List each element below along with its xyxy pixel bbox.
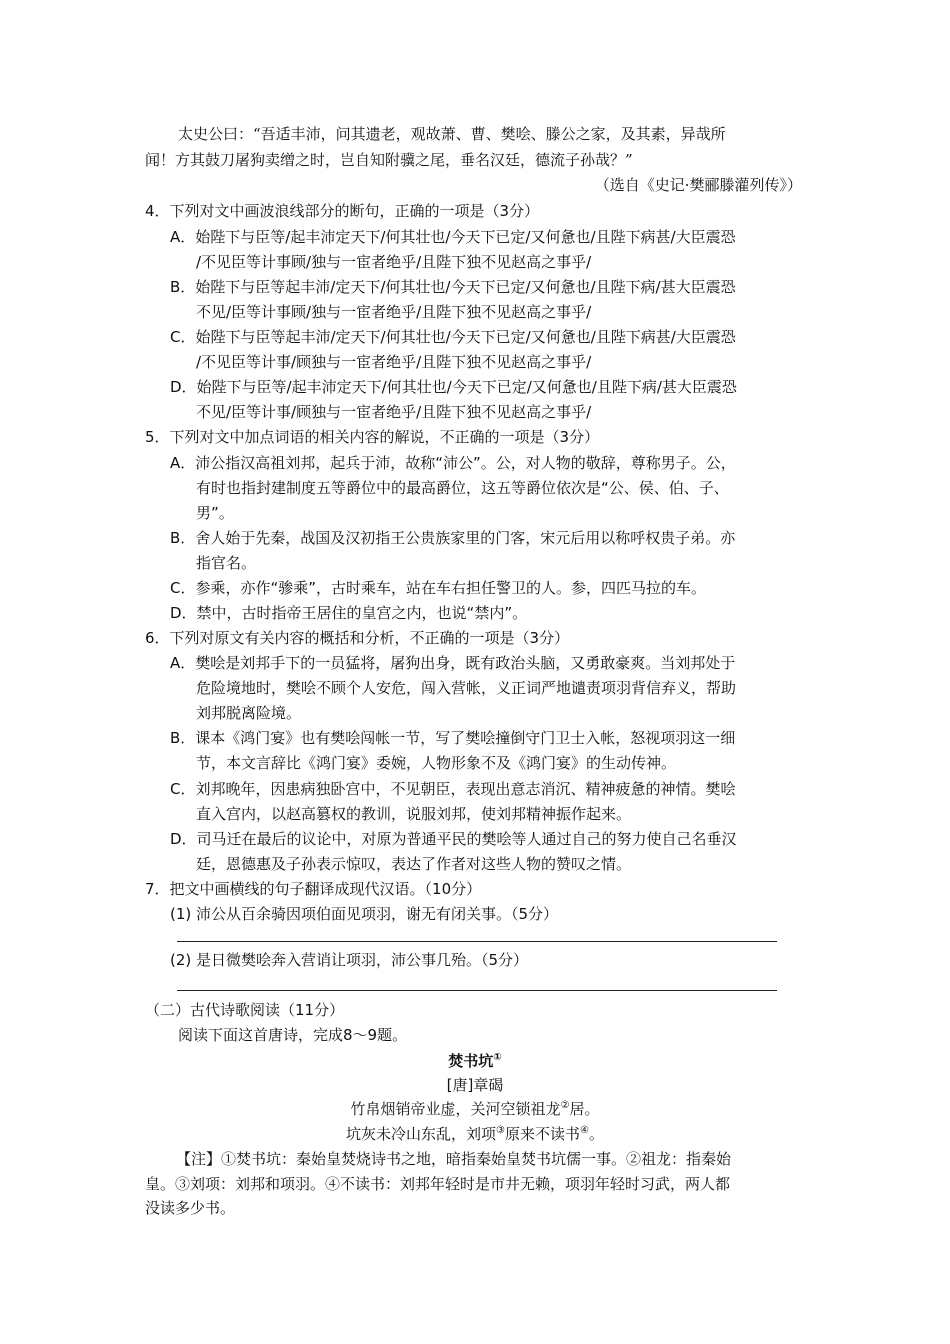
- note-marker: ②: [560, 1100, 570, 1111]
- poem-title: 焚书坑①: [448, 1052, 502, 1070]
- question-5-stem: 5．下列对文中加点词语的相关内容的解说，不正确的一项是（3分）: [145, 428, 600, 446]
- option-a: A．始陛下与臣等/起丰沛定天下/何其壮也/今天下已定/又何惫也/且陛下病甚/大臣震恐: [170, 228, 736, 246]
- note-marker: ③: [496, 1125, 505, 1136]
- option-d-cont: 廷，恩德惠及子孙表示惊叹，表达了作者对这些人物的赞叹之情。: [196, 855, 632, 873]
- question-7-stem: 7．把文中画横线的句子翻译成现代汉语。（10分）: [145, 880, 482, 898]
- note-marker: ④: [580, 1125, 589, 1136]
- translation-item-2: (2) 是日微樊哙奔入营诮让项羽，沛公事几殆。（5分）: [170, 951, 529, 969]
- answer-line-1[interactable]: [177, 941, 777, 942]
- passage-line: 太史公曰：“吾适丰沛，问其遗老，观故萧、曹、樊哙、滕公之家，及其素，异哉所: [178, 125, 726, 143]
- poem-notes-line: 【注】①焚书坑：秦始皇焚烧诗书之地，暗指秦始皇焚书坑儒一事。②祖龙：指秦始: [176, 1150, 732, 1168]
- option-b: B．课本《鸿门宴》也有樊哙闯帐一节，写了樊哙撞倒守门卫士入帐，怒视项羽这一细: [170, 729, 736, 747]
- option-b: B．始陛下与臣等起丰沛/定天下/何其壮也/今天下已定/又何惫也/且陛下病/甚大臣震恐: [170, 278, 736, 296]
- option-c-cont: /不见臣等计事/顾独与一宦者绝乎/且陛下独不见赵高之事乎/: [196, 353, 592, 371]
- option-c-cont: 直入宫内，以赵高篡权的教训，说服刘邦，使刘邦精神振作起来。: [196, 805, 632, 823]
- option-a: A．樊哙是刘邦手下的一员猛将，屠狗出身，既有政治头脑，又勇敢豪爽。当刘邦处于: [170, 654, 736, 672]
- option-a-cont: /不见臣等计事顾/独与一宦者绝乎/且陛下独不见赵高之事乎/: [196, 253, 592, 271]
- passage-line: 闻！方其鼓刀屠狗卖缯之时，岂自知附骥之尾，垂名汉廷，德流子孙哉？”: [145, 151, 633, 169]
- option-b: B．舍人始于先秦，战国及汉初指王公贵族家里的门客，宋元后用以称呼权贵子弟。亦: [170, 529, 736, 547]
- poem-line-2: 坑灰未冷山东乱，刘项③原来不读书④。: [346, 1125, 604, 1143]
- poem-author: [唐]章碣: [446, 1076, 504, 1094]
- option-b-cont: 不见/臣等计事顾/独与一宦者绝乎/且陛下独不见赵高之事乎/: [196, 303, 592, 321]
- poem-notes-line: 皇。③刘项：刘邦和项羽。④不读书：刘邦年轻时是市井无赖，项羽年轻时习武，两人都: [145, 1175, 731, 1193]
- section-instruction: 阅读下面这首唐诗，完成8～9题。: [178, 1026, 408, 1044]
- section-heading: （二）古代诗歌阅读（11分）: [145, 1001, 345, 1019]
- option-b-cont: 节，本文言辞比《鸿门宴》委婉，人物形象不及《鸿门宴》的生动传神。: [196, 754, 677, 772]
- translation-item-1: (1) 沛公从百余骑因项伯面见项羽，谢无有闭关事。（5分）: [170, 905, 559, 923]
- note-marker: ①: [493, 1052, 502, 1063]
- option-d: D．司马迁在最后的议论中，对原为普通平民的樊哙等人通过自己的努力使自己名垂汉: [170, 830, 737, 848]
- option-a-cont: 有时也指封建制度五等爵位中的最高爵位，这五等爵位依次是“公、侯、伯、子、: [196, 479, 729, 497]
- option-a-cont: 危险境地时，樊哙不顾个人安危，闯入营帐，义正词严地谴责项羽背信弃义，帮助: [196, 679, 737, 697]
- option-c: C．始陛下与臣等起丰沛/定天下/何其壮也/今天下已定/又何惫也/且陛下病甚/大臣震恐: [170, 328, 736, 346]
- question-6-stem: 6．下列对原文有关内容的概括和分析，不正确的一项是（3分）: [145, 629, 570, 647]
- option-a: A．沛公指汉高祖刘邦，起兵于沛，故称“沛公”。公，对人物的敬辞，尊称男子。公，: [170, 454, 736, 472]
- option-d: D．禁中，古时指帝王居住的皇宫之内，也说“禁内”。: [170, 604, 528, 622]
- option-a-cont: 男”。: [196, 504, 234, 522]
- question-4-stem: 4．下列对文中画波浪线部分的断句，正确的一项是（3分）: [145, 202, 540, 220]
- option-c: C．参乘，亦作“骖乘”，古时乘车，站在车右担任警卫的人。参，四匹马拉的车。: [170, 579, 707, 597]
- option-a-cont: 刘邦脱离险境。: [196, 704, 302, 722]
- poem-line-1: 竹帛烟销帝业虚，关河空锁祖龙②居。: [350, 1100, 600, 1118]
- option-d: D．始陛下与臣等/起丰沛定天下/何其壮也/今天下已定/又何惫也/且陛下病/甚大臣震恐: [170, 378, 737, 396]
- option-b-cont: 指官名。: [196, 554, 257, 572]
- poem-notes-line: 没读多少书。: [145, 1199, 236, 1217]
- option-c: C．刘邦晚年，因患病独卧宫中，不见朝臣，表现出意志消沉、精神疲惫的神情。樊哙: [170, 780, 736, 798]
- passage-source: （选自《史记·樊郦滕灌列传》）: [594, 176, 802, 194]
- option-d-cont: 不见/臣等计事/顾独与一宦者绝乎/且陛下独不见赵高之事乎/: [196, 403, 592, 421]
- answer-line-2[interactable]: [177, 990, 777, 991]
